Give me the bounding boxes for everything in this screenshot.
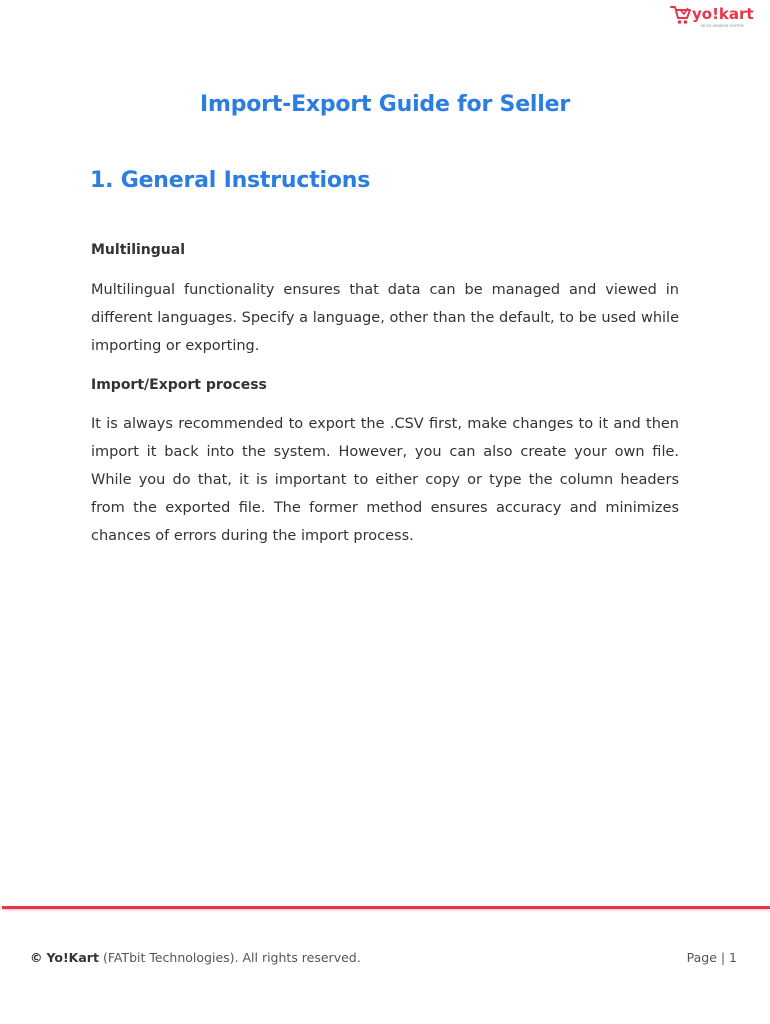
- copyright-symbol: ©: [30, 950, 43, 965]
- paragraph-multilingual: Multilingual functionality ensures that data can be managed and viewed in different languages. Specify a language, other than the default, to be used while importing or exporting.: [91, 282, 679, 354]
- subheading-import-export: Import/Export process: [91, 377, 267, 393]
- logo-tagline: MULTI-VENDOR SYSTEM: [701, 24, 744, 28]
- footer-copyright-text: (FATbit Technologies). All rights reserved.: [102, 950, 361, 965]
- section-heading: 1. General Instructions: [90, 168, 371, 193]
- logo-wordmark: yo!kart: [692, 5, 754, 23]
- page-number: Page | 1: [686, 950, 737, 965]
- paragraph-import-export: It is always recommended to export the .CSV first, make changes to it and then import it back into the system. However, you can also create your own file. While you do that, it is important to either copy or type the column headers from the exported file. The former method ensures accuracy and minimizes chances of errors during the import process.: [91, 416, 679, 544]
- subheading-multilingual: Multilingual: [91, 242, 185, 258]
- yokart-logo: [670, 2, 754, 30]
- document-title: Import-Export Guide for Seller: [200, 92, 570, 117]
- footer-divider: [2, 906, 770, 909]
- cart-logo-icon: [670, 2, 754, 30]
- footer-brand: Yo!Kart: [46, 950, 99, 965]
- footer-copyright: [30, 950, 361, 965]
